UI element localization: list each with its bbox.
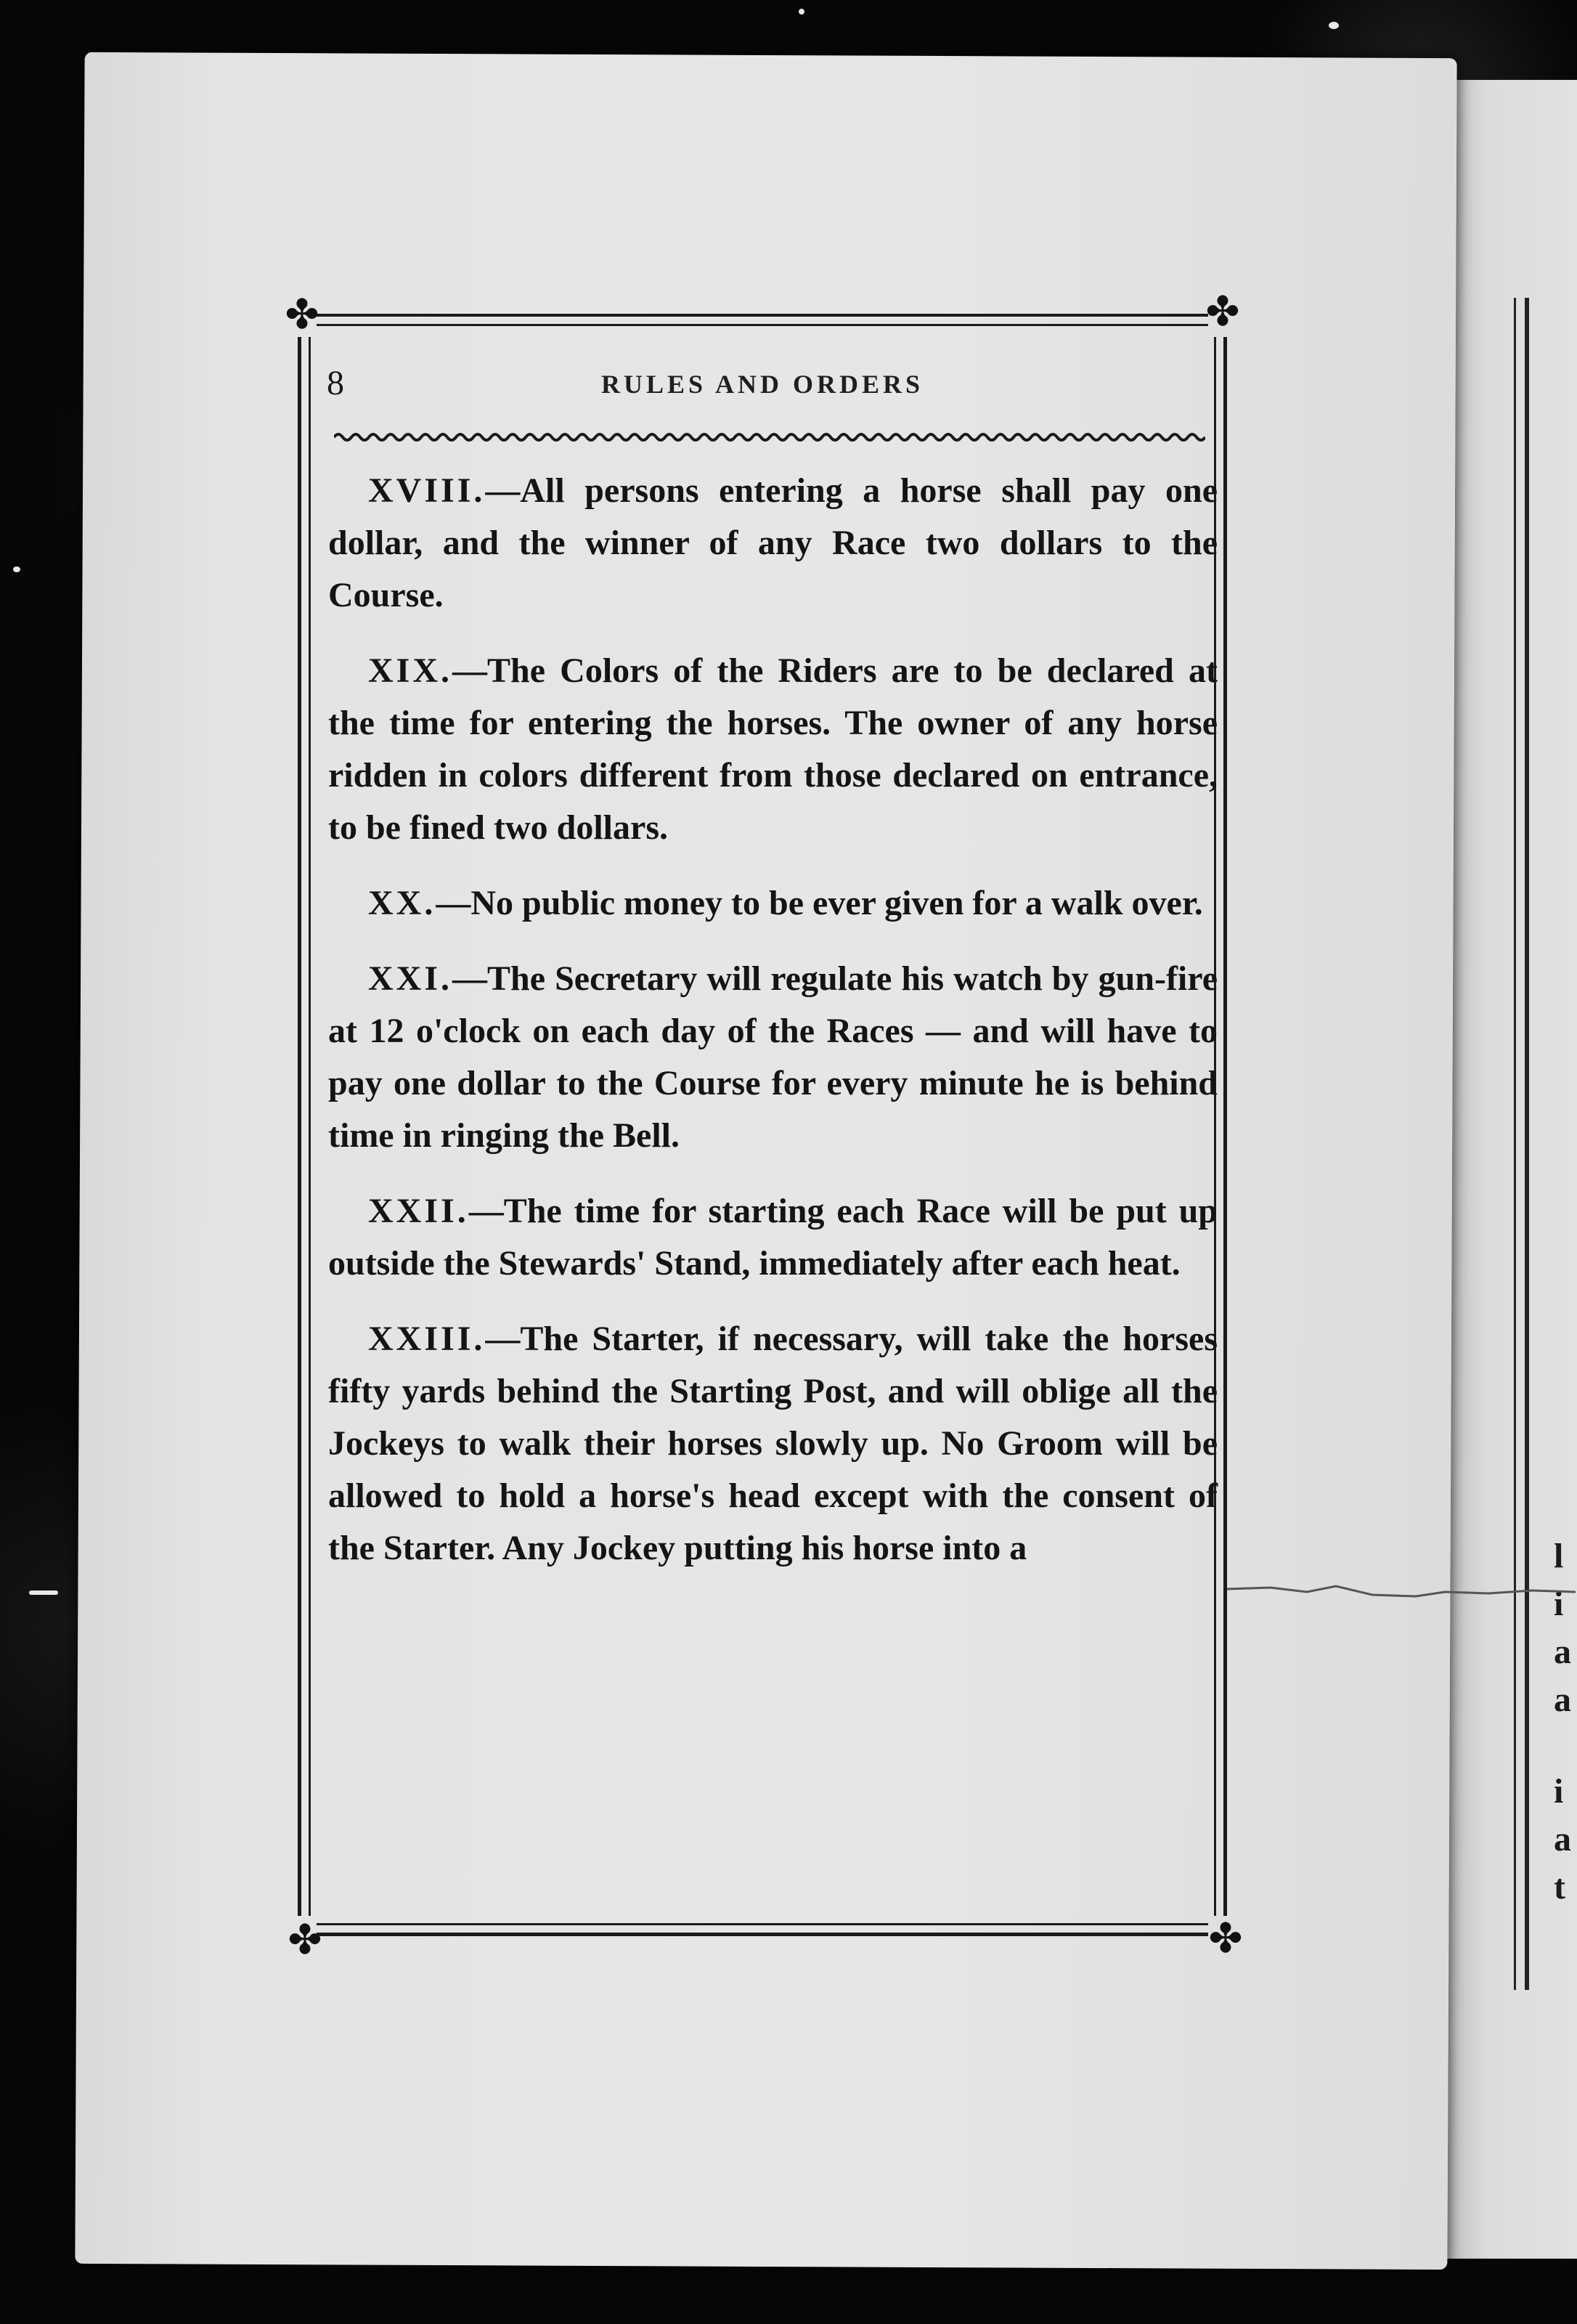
fragment-letter: i xyxy=(1554,1585,1564,1623)
corner-ornament-icon: ✤ xyxy=(288,1917,322,1964)
fragment-letter: t xyxy=(1554,1868,1565,1906)
fragment-letter: a xyxy=(1554,1681,1571,1719)
page-number: 8 xyxy=(327,364,344,402)
page-header xyxy=(327,363,1198,407)
border-bottom-rule xyxy=(317,1923,1208,1936)
corner-ornament-icon: ✤ xyxy=(1205,288,1240,336)
fragment-letter: a xyxy=(1554,1820,1571,1858)
fragment-letter: l xyxy=(1554,1537,1564,1575)
rule-numeral: XXI. xyxy=(368,959,453,998)
rules-body xyxy=(328,465,1218,1598)
rule-numeral: XXIII. xyxy=(368,1320,486,1358)
rule-text: —The time for starting each Race will be put up outside the Stewards' Stand, immediately after each heat. xyxy=(328,1192,1218,1283)
adjacent-page xyxy=(1445,80,1577,2259)
rule-numeral: XX. xyxy=(368,884,436,922)
rule-paragraph xyxy=(328,953,1218,1162)
rule-paragraph xyxy=(328,1313,1218,1575)
rule-paragraph xyxy=(328,1185,1218,1290)
rule-paragraph xyxy=(328,877,1218,930)
border-left-rule xyxy=(298,337,311,1916)
rule-paragraph xyxy=(328,465,1218,622)
rule-text: —The Colors of the Riders are to be declared at the time for entering the horses. The owner of any horse ridden in colors different from those declared on entrance, to be fined two dollars. xyxy=(328,651,1218,847)
wavy-divider xyxy=(334,428,1205,446)
fragment-letter: i xyxy=(1554,1772,1564,1811)
rule-text: —The Starter, if necessary, will take the horses fifty yards behind the Starting Post, and will oblige all the Jockeys to walk their horses slowly up. No Groom will be allowed to hold a horse's head except with the consent of the Starter. Any Jockey putting his horse into a xyxy=(328,1320,1218,1567)
running-head: RULES AND ORDERS xyxy=(600,370,924,399)
fragment-letter: a xyxy=(1554,1633,1571,1671)
rule-text: —No public money to be ever given for a walk over. xyxy=(436,884,1203,922)
corner-ornament-icon: ✤ xyxy=(285,291,319,338)
scan-speck xyxy=(13,566,20,572)
rule-numeral: XXII. xyxy=(368,1192,469,1230)
rule-numeral: XVIII. xyxy=(368,471,486,510)
rule-text: —The Secretary will regulate his watch by gun-fire at 12 o'clock on each day of the Races — and will have to pay one dollar to the Course for every minute he is behind time in ringing the Bell. xyxy=(328,959,1218,1155)
rule-paragraph xyxy=(328,645,1218,854)
paper-tear xyxy=(1227,1582,1576,1604)
adjacent-page-frame xyxy=(1514,298,1529,1990)
corner-ornament-icon: ✤ xyxy=(1208,1915,1243,1962)
scan-speck xyxy=(29,1590,58,1595)
rule-numeral: XIX. xyxy=(368,651,453,690)
scan-speck xyxy=(799,9,804,15)
border-top-rule xyxy=(317,314,1208,326)
rule-text: —All persons entering a horse shall pay one dollar, and the winner of any Race two dollars to the Course. xyxy=(328,471,1218,614)
scan-speck xyxy=(1329,22,1339,29)
